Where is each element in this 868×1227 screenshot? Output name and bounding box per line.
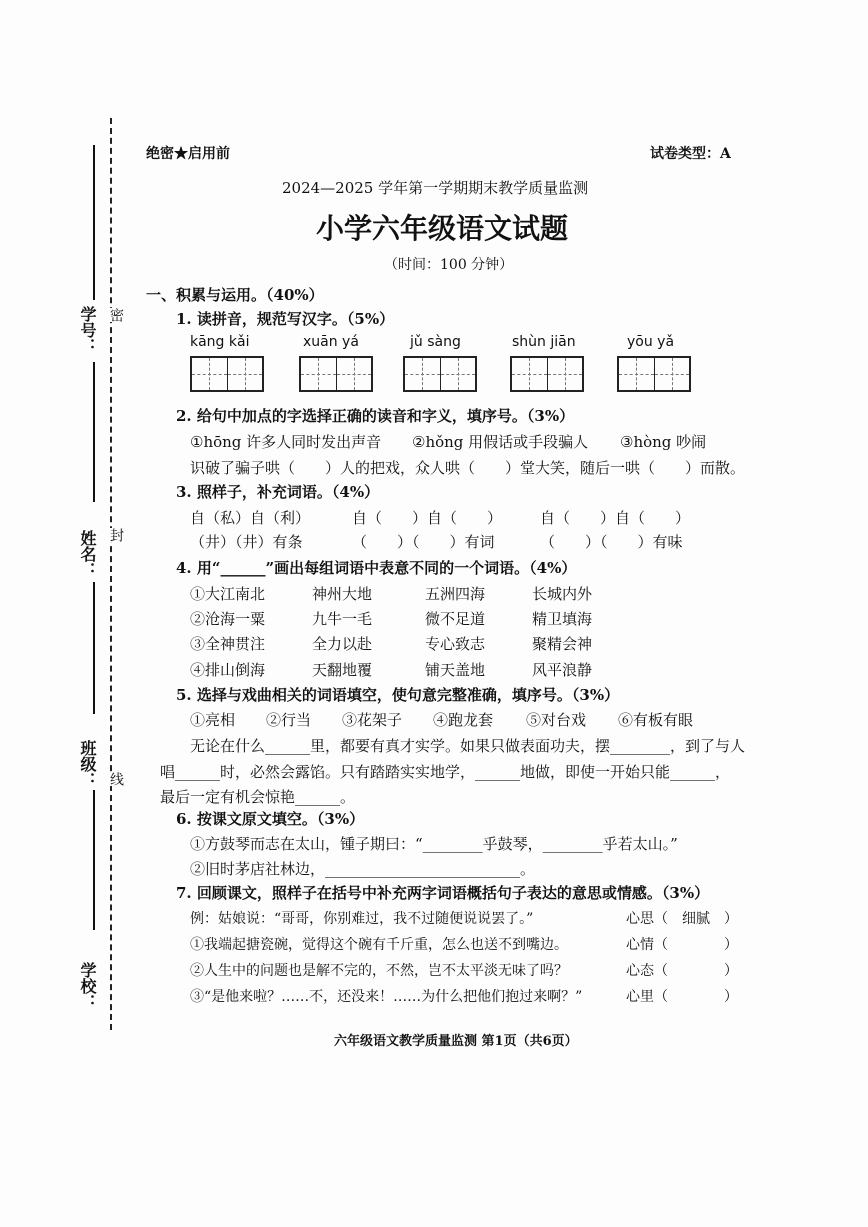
q5-option-2: ②行当 [266, 711, 312, 729]
q3-line2-b: （ ）（ ）有词 [352, 533, 495, 551]
q7-label-1: 心情（ ） [626, 937, 738, 953]
section-title: 一、积累与运用。（40%） [146, 286, 324, 304]
q7-label-3: 心里（ ） [626, 989, 738, 1005]
student-id-label: 学号： [78, 306, 97, 354]
q1-title: 1. 读拼音，规范写汉字。（5%） [176, 310, 395, 328]
school-label: 学校： [78, 962, 97, 1010]
q4-row4-4: 风平浪静 [532, 661, 593, 679]
q4-row3-3: 专心致志 [425, 635, 486, 653]
q5-option-3: ③花架子 [342, 711, 403, 729]
writing-grid-1[interactable] [190, 356, 264, 392]
q6-line-1: ①方鼓琴而志在太山，锺子期曰：“________乎鼓琴，________乎若太山。” [190, 835, 678, 853]
q4-row1-4: 长城内外 [532, 585, 593, 603]
q4-row1-1: ①大江南北 [190, 585, 266, 603]
q5-option-1: ①亮相 [190, 711, 236, 729]
pinyin-5: yōu yǎ [627, 334, 675, 350]
q4-row2-3: 微不足道 [425, 610, 486, 628]
q4-row2-2: 九牛一毛 [312, 610, 373, 628]
writing-grid-2[interactable] [299, 356, 373, 392]
pinyin-4: shùn jiān [512, 334, 576, 350]
q2-title: 2. 给句中加点的字选择正确的读音和字义，填序号。（3%） [176, 407, 575, 425]
pinyin-1: kāng kǎi [190, 334, 250, 350]
writing-grid-5[interactable] [617, 356, 691, 392]
q5-option-4: ④跑龙套 [433, 711, 494, 729]
q6-title: 6. 按课文原文填空。（3%） [176, 810, 365, 828]
xian-mark: 线 [108, 772, 124, 786]
q3-line2-a: （井）（井）有条 [190, 533, 303, 551]
pinyin-3: jǔ sàng [410, 334, 461, 350]
q3-line2-c: （ ）（ ）有味 [540, 533, 683, 551]
name-label: 姓名： [78, 530, 97, 578]
class-label: 班级： [78, 740, 97, 788]
mi-mark: 密 [108, 308, 124, 322]
paper-type: 试卷类型：A [650, 146, 731, 162]
pinyin-2: xuān yá [303, 334, 359, 350]
q7-row-3: ③“是他来啦？……不，还没来！……为什么把他们抱过来啊？” [190, 989, 583, 1005]
writing-grid-3[interactable] [403, 356, 477, 392]
margin-line-3 [93, 582, 95, 714]
margin-line-2 [93, 362, 95, 502]
exam-subtitle: 2024—2025 学年第一学期期末教学质量监测 [282, 179, 589, 197]
q7-label-example: 心思（ 细腻 ） [626, 911, 738, 927]
q4-row3-2: 全力以赴 [312, 635, 373, 653]
q2-sentence: 识破了骗子哄（ ）人的把戏，众人哄（ ）堂大笑，随后一哄（ ）而散。 [190, 459, 746, 477]
q7-row-example: 例：姑娘说：“哥哥，你别难过，我不过随便说说罢了。” [190, 911, 534, 927]
feng-mark: 封 [108, 528, 124, 542]
q4-row3-4: 聚精会神 [532, 635, 593, 653]
page-title: 小学六年级语文试题 [316, 212, 569, 245]
q2-option-1: ①hōng 许多人同时发出声音 [190, 433, 382, 451]
q3-line1-a: 自（私）自（利） [190, 509, 311, 527]
q3-title: 3. 照样子，补充词语。（4%） [176, 483, 380, 501]
secret-label: 绝密★启用前 [146, 146, 230, 162]
q7-row-2: ②人生中的问题也是解不完的，不然，岂不太平淡无味了吗？ [190, 963, 568, 979]
margin-line-top [93, 145, 95, 300]
q2-option-2: ②hǒng 用假话或手段骗人 [412, 433, 589, 451]
q4-row4-2: 天翻地覆 [312, 661, 373, 679]
q4-row2-4: 精卫填海 [532, 610, 593, 628]
q4-row2-1: ②沧海一粟 [190, 610, 266, 628]
q7-row-1: ①我端起搪瓷碗，觉得这个碗有千斤重，怎么也送不到嘴边。 [190, 937, 568, 953]
q7-label-2: 心态（ ） [626, 963, 738, 979]
q5-paragraph-1: 无论在什么______里，都要有真才实学。如果只做表面功夫，摆________，到了与人 [190, 737, 746, 755]
q4-row3-1: ③全神贯注 [190, 635, 266, 653]
q4-row4-1: ④排山倒海 [190, 661, 266, 679]
q4-row1-2: 神州大地 [312, 585, 373, 603]
q4-row1-3: 五洲四海 [425, 585, 486, 603]
q5-title: 5. 选择与戏曲相关的词语填空，使句意完整准确，填序号。（3%） [176, 686, 620, 704]
q4-title: 4. 用“______”画出每组词语中表意不同的一个词语。（4%） [176, 559, 577, 577]
seal-dashed-line [110, 118, 112, 1030]
writing-grid-4[interactable] [510, 356, 584, 392]
exam-time: （时间：100 分钟） [384, 257, 514, 273]
q5-option-5: ⑤对台戏 [526, 711, 587, 729]
q3-line1-b: 自（ ）自（ ） [352, 509, 503, 527]
q5-paragraph-3: 最后一定有机会惊艳______。 [160, 788, 356, 806]
q6-line-2: ②旧时茅店社林边，__________________________。 [190, 860, 536, 878]
q2-option-3: ③hòng 吵闹 [620, 433, 707, 451]
q7-title: 7. 回顾课文，照样子在括号中补充两字词语概括句子表达的意思或情感。（3%） [176, 884, 710, 902]
q5-option-6: ⑥有板有眼 [618, 711, 694, 729]
q3-line1-c: 自（ ）自（ ） [540, 509, 691, 527]
page-footer: 六年级语文教学质量监测 第1页（共6页） [334, 1034, 578, 1049]
margin-line-4 [93, 790, 95, 930]
q5-paragraph-2: 唱______时，必然会露馅。只有踏踏实实地学，______地做，即使一开始只能______， [160, 763, 731, 781]
q4-row4-3: 铺天盖地 [425, 661, 486, 679]
